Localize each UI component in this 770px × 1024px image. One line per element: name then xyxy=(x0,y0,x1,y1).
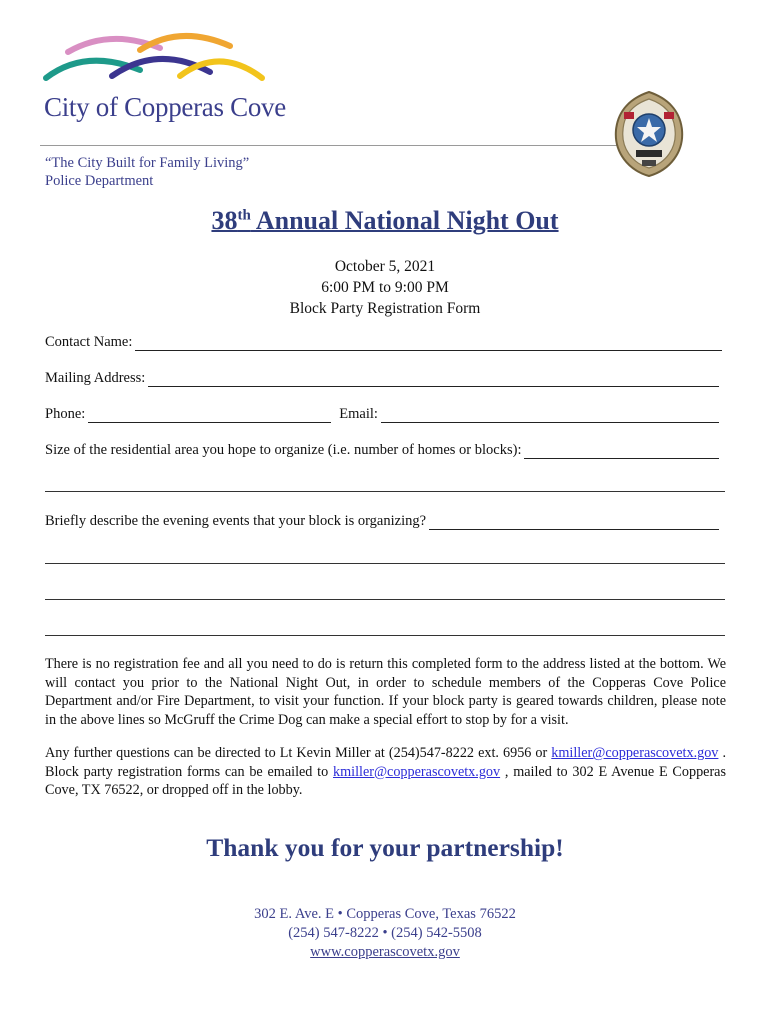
area-size-field[interactable] xyxy=(524,444,719,459)
title-text: Annual National Night Out xyxy=(250,206,559,235)
page-title xyxy=(0,206,770,236)
phone-email-row xyxy=(45,406,725,423)
mailing-address-label: Mailing Address: xyxy=(45,370,146,386)
events-description-line-3[interactable] xyxy=(45,599,725,600)
area-size-extra-line[interactable] xyxy=(45,491,725,492)
contact-name-field[interactable] xyxy=(135,336,722,351)
footer xyxy=(0,905,770,962)
events-description-line-4[interactable] xyxy=(45,635,725,636)
city-name-logo-text: City of Copperas Cove xyxy=(44,92,286,122)
area-size-row xyxy=(45,442,725,459)
department-name: Police Department xyxy=(45,173,154,189)
email-field[interactable] xyxy=(381,408,719,423)
mailing-address-row xyxy=(45,370,725,387)
police-badge-icon xyxy=(612,90,686,178)
events-description-label: Briefly describe the evening events that your block is organizing? xyxy=(45,513,427,529)
thank-you-heading: Thank you for your partnership! xyxy=(206,833,564,862)
city-tagline: “The City Built for Family Living” xyxy=(45,155,250,171)
footer-address: 302 E. Ave. E • Copperas Cove, Texas 76522 xyxy=(254,906,516,922)
contact-text-1: Any further questions can be directed to Lt Kevin Miller at (254)547-8222 ext. 6956 or xyxy=(45,745,552,761)
email-link-2[interactable]: kmiller@copperascovetx.gov xyxy=(333,763,501,780)
header-divider xyxy=(40,145,620,146)
event-time: 6:00 PM to 9:00 PM xyxy=(321,279,449,296)
email-label: Email: xyxy=(339,406,378,422)
phone-label: Phone: xyxy=(45,406,86,422)
event-info xyxy=(0,256,770,319)
events-description-line-2[interactable] xyxy=(45,563,725,564)
contact-text-2: . Block party registration forms can be emailed to xyxy=(45,745,726,780)
email-link-1[interactable]: kmiller@copperascovetx.gov xyxy=(551,745,719,761)
header-tagline-block xyxy=(45,154,249,190)
city-logo-arcs-icon xyxy=(40,30,270,92)
event-date: October 5, 2021 xyxy=(334,258,436,275)
mailing-address-field[interactable] xyxy=(148,372,719,387)
contact-name-row xyxy=(45,334,725,351)
form-name: Block Party Registration Form xyxy=(289,300,481,317)
area-size-label: Size of the residential area you hope to organize (i.e. number of homes or blocks): xyxy=(45,442,522,458)
phone-field[interactable] xyxy=(88,408,331,423)
contact-name-label: Contact Name: xyxy=(45,334,133,350)
contact-info-paragraph xyxy=(45,744,726,800)
events-description-field[interactable] xyxy=(429,515,719,530)
registration-info-paragraph: There is no registration fee and all you need to do is return this completed form to the address listed at the bottom. We will contact you prior to the National Night Out, in order to schedule members of the Copperas Cove Police Department and/or Fire Department, to visit your function. If your block party is geared towards children, please note in the above lines so McGruff the Crime Dog can make a special effort to stop by for a visit. xyxy=(45,656,726,728)
title-ordinal-suffix: th xyxy=(237,207,251,224)
events-description-row xyxy=(45,513,725,530)
contact-text-3: , mailed to 302 E Avenue E Copperas Cove, TX 76522, or dropped off in the lobby. xyxy=(45,763,726,798)
footer-phones: (254) 547-8222 • (254) 542-5508 xyxy=(288,925,482,941)
title-number: 38 xyxy=(211,206,238,235)
footer-website-link[interactable]: www.copperascovetx.gov xyxy=(310,944,460,960)
